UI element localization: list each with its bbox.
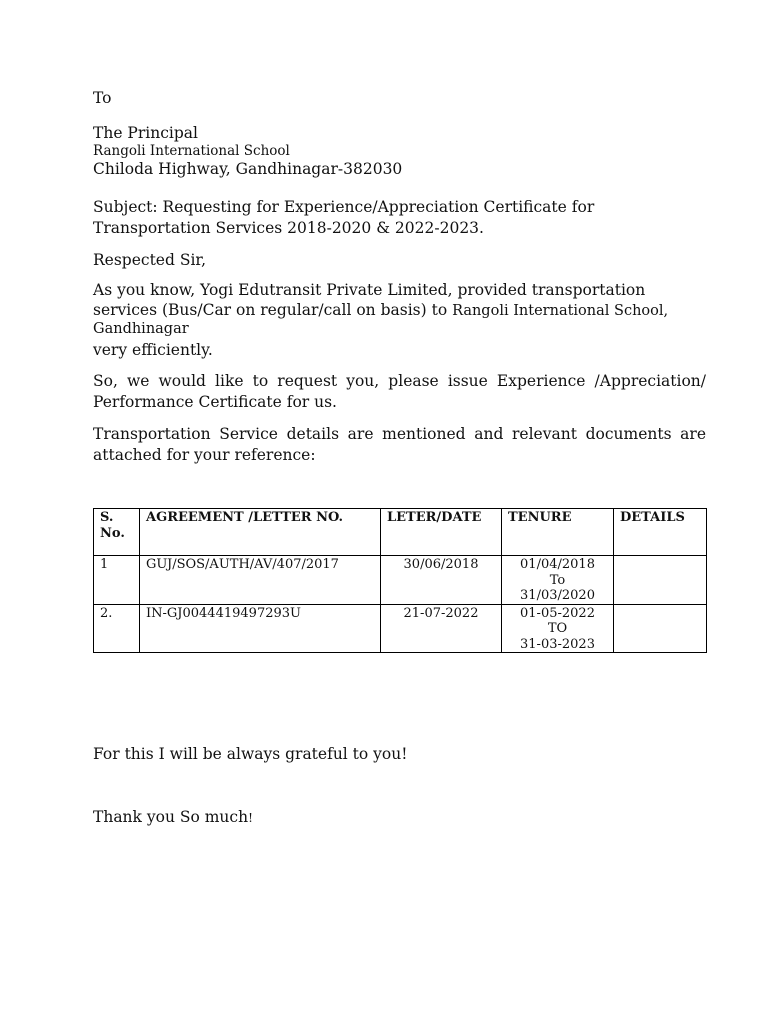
cell-details xyxy=(614,556,707,605)
table-row xyxy=(94,556,707,605)
cell-agreement: IN-GJ0044419497293U xyxy=(140,604,381,653)
tenure-from: 01/04/2018 xyxy=(520,557,595,572)
cell-date: 30/06/2018 xyxy=(381,556,502,605)
cell-sno: 1 xyxy=(94,556,140,605)
closing-gratitude: For this I will be always grateful to you! xyxy=(93,745,408,763)
subject-line-1: Subject: Requesting for Experience/Appreciation Certificate for xyxy=(93,198,595,216)
cell-date: 21-07-2022 xyxy=(381,604,502,653)
paragraph-1-text: services (Bus/Car on regular/call on basis) to xyxy=(93,301,453,319)
cell-details xyxy=(614,604,707,653)
table-header-row xyxy=(94,509,707,556)
header-date: LETER/DATE xyxy=(381,509,502,556)
paragraph-3: Transportation Service details are mentioned and relevant documents are attached for your reference: xyxy=(93,425,706,464)
table-row xyxy=(94,604,707,653)
header-agreement: AGREEMENT /LETTER NO. xyxy=(140,509,381,556)
subject-line-2: Transportation Services 2018-2020 & 2022-2023. xyxy=(93,219,484,237)
cell-agreement: GUJ/SOS/AUTH/AV/407/2017 xyxy=(140,556,381,605)
paragraph-2: So, we would like to request you, please issue Experience /Appreciation/ Performance Certificate for us. xyxy=(93,372,706,411)
recipient-school: Rangoli International School xyxy=(93,143,290,159)
tenure-to: 31-03-2023 xyxy=(520,636,595,652)
paragraph-1-line-4: very efficiently. xyxy=(93,341,213,359)
paragraph-1-line-2 xyxy=(93,301,668,319)
header-tenure: TENURE xyxy=(502,509,614,556)
header-details: DETAILS xyxy=(614,509,707,556)
recipient-address: Chiloda Highway, Gandhinagar-382030 xyxy=(93,160,403,178)
header-sno-line-1: S. xyxy=(100,510,114,525)
header-sno xyxy=(94,509,140,556)
tenure-to: 31/03/2020 xyxy=(520,588,595,603)
tenure-separator: TO xyxy=(547,621,568,636)
cell-tenure xyxy=(502,556,614,605)
salutation-to: To xyxy=(93,89,112,107)
cell-tenure xyxy=(502,604,614,653)
paragraph-1-school: Rangoli International School, xyxy=(452,303,669,319)
paragraph-1-line-3: Gandhinagar xyxy=(93,321,189,337)
closing-thanks xyxy=(93,808,253,826)
closing-thanks-mark: ! xyxy=(248,811,253,825)
recipient-title: The Principal xyxy=(93,124,198,142)
service-details-table xyxy=(93,508,707,653)
tenure-from: 01-05-2022 xyxy=(520,605,595,621)
tenure-separator: To xyxy=(549,572,566,588)
greeting: Respected Sir, xyxy=(93,251,207,269)
paragraph-1-line-1: As you know, Yogi Edutransit Private Limited, provided transportation xyxy=(93,281,646,299)
header-sno-line-2: No. xyxy=(100,525,125,541)
closing-thanks-text: Thank you So much xyxy=(93,808,249,826)
cell-sno: 2. xyxy=(94,604,140,653)
